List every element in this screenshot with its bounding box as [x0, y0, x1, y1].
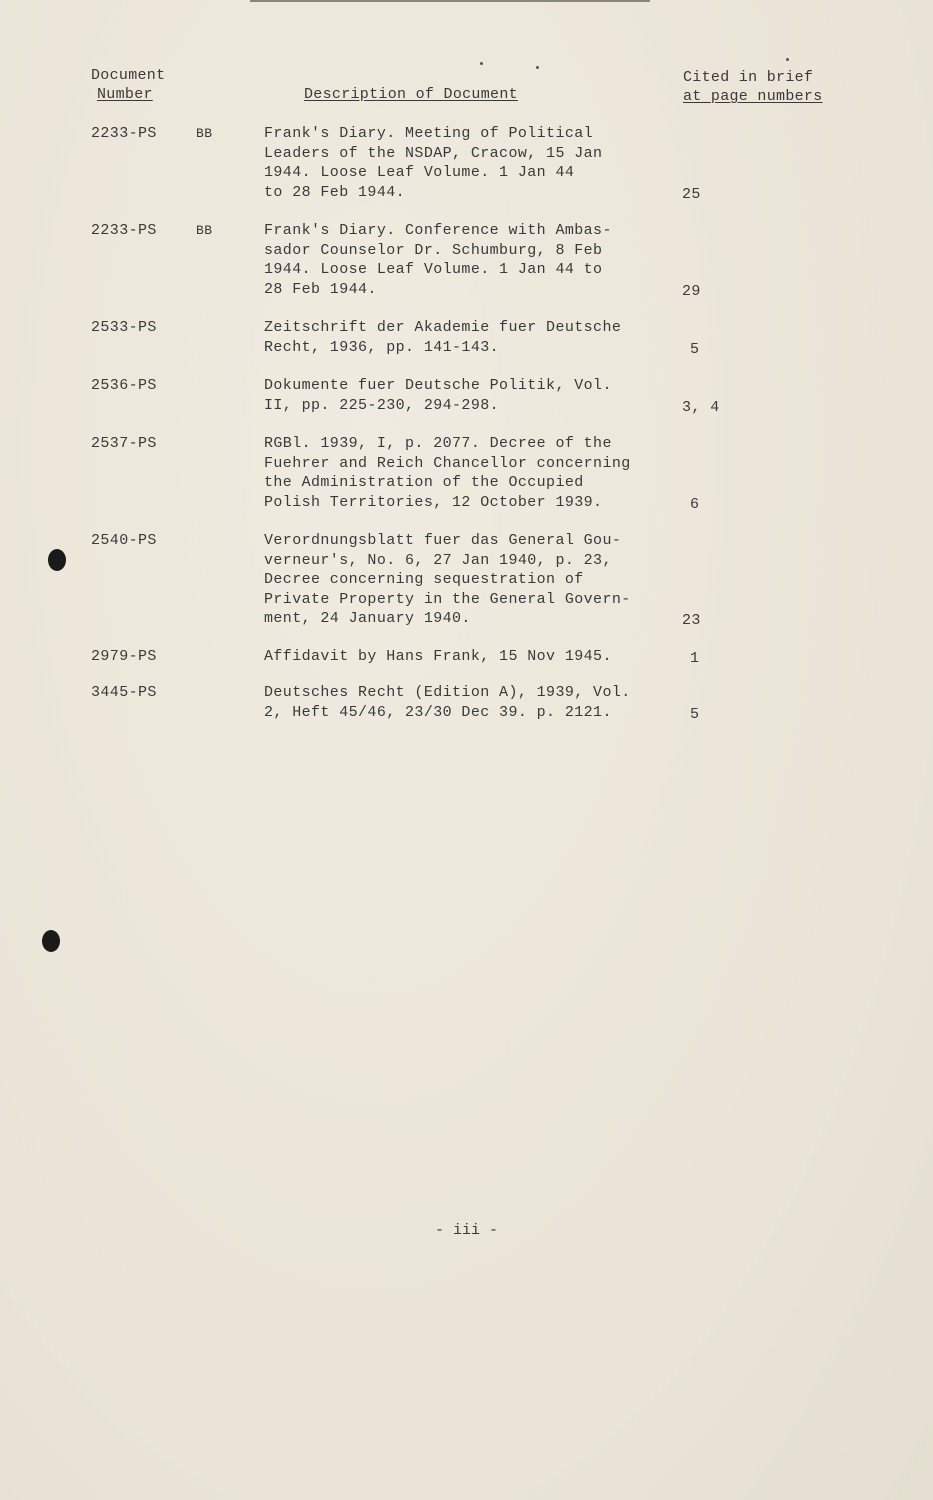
header-col3-line2: at page numbers [683, 88, 823, 105]
description-line: Recht, 1936, pp. 141-143. [264, 338, 500, 356]
description-line: the Administration of the Occupied [264, 474, 584, 491]
description-line: Frank's Diary. Conference with Ambas- [264, 222, 612, 239]
document-code: BB [196, 223, 213, 238]
description-line: ment, 24 January 1940. [264, 610, 471, 627]
cited-page-numbers: 29 [682, 282, 701, 300]
binder-hole-mark [48, 549, 66, 571]
top-edge-rule [250, 0, 650, 2]
description-line: Dokumente fuer Deutsche Politik, Vol. [264, 377, 612, 394]
cited-page-numbers: 3, 4 [682, 398, 720, 416]
page-number: - iii - [434, 1222, 498, 1239]
document-number: 2533-PS [91, 319, 157, 336]
header-col1-line2: Number [97, 86, 153, 103]
document-description [264, 434, 654, 512]
description-line: Zeitschrift der Akademie fuer Deutsche [264, 319, 622, 336]
document-description [264, 683, 654, 722]
description-line: Decree concerning sequestration of [264, 571, 584, 588]
description-line: Affidavit by Hans Frank, 15 Nov 1945. [264, 648, 612, 665]
description-line: 1944. Loose Leaf Volume. 1 Jan 44 to [264, 261, 603, 278]
document-number: 2233-PS [91, 125, 157, 142]
document-number: 2540-PS [91, 532, 157, 549]
description-line: 2, Heft 45/46, 23/30 Dec 39. p. 2121. [264, 703, 612, 721]
document-number: 2537-PS [91, 435, 157, 452]
document-description [264, 376, 654, 415]
document-number: 3445-PS [91, 684, 157, 701]
header-col3-line1: Cited in brief [683, 69, 814, 86]
header-col1-line1: Document [91, 67, 166, 84]
description-line: Polish Territories, 12 October 1939. [264, 493, 603, 511]
cited-page-numbers: 5 [690, 340, 700, 358]
description-line: sador Counselor Dr. Schumburg, 8 Feb [264, 241, 603, 259]
description-line: to 28 Feb 1944. [264, 183, 406, 201]
document-description [264, 221, 654, 299]
header-document-number [91, 66, 165, 104]
cited-page-numbers: 23 [682, 612, 701, 629]
description-line: Deutsches Recht (Edition A), 1939, Vol. [264, 684, 631, 701]
description-line: Private Property in the General Govern- [264, 590, 631, 608]
cited-page-numbers: 6 [690, 495, 700, 513]
document-description [264, 531, 654, 629]
document-number: 2233-PS [91, 222, 157, 239]
document-description [264, 318, 654, 357]
description-line: Leaders of the NSDAP, Cracow, 15 Jan [264, 144, 603, 162]
document-number: 2536-PS [91, 377, 157, 394]
ink-speck [786, 58, 789, 61]
description-line: Verordnungsblatt fuer das General Gou- [264, 532, 622, 549]
description-line: Fuehrer and Reich Chancellor concerning [264, 454, 631, 472]
document-number: 2979-PS [91, 648, 157, 665]
document-code: BB [196, 126, 213, 141]
description-line: 1944. Loose Leaf Volume. 1 Jan 44 [264, 164, 575, 181]
cited-page-numbers: 5 [690, 705, 700, 723]
cited-page-numbers: 1 [690, 650, 700, 667]
document-description [264, 124, 654, 202]
description-line: II, pp. 225-230, 294-298. [264, 396, 500, 414]
document-description [264, 647, 654, 667]
ink-speck [480, 62, 483, 65]
description-line: Frank's Diary. Meeting of Political [264, 125, 594, 142]
ink-speck [536, 66, 539, 69]
description-line: RGBl. 1939, I, p. 2077. Decree of the [264, 435, 612, 452]
header-cited-pages [683, 68, 823, 106]
header-description: Description of Document [304, 86, 518, 103]
description-line: verneur's, No. 6, 27 Jan 1940, p. 23, [264, 551, 612, 569]
binder-hole-mark [42, 930, 60, 952]
description-line: 28 Feb 1944. [264, 280, 377, 298]
cited-page-numbers: 25 [682, 185, 701, 203]
